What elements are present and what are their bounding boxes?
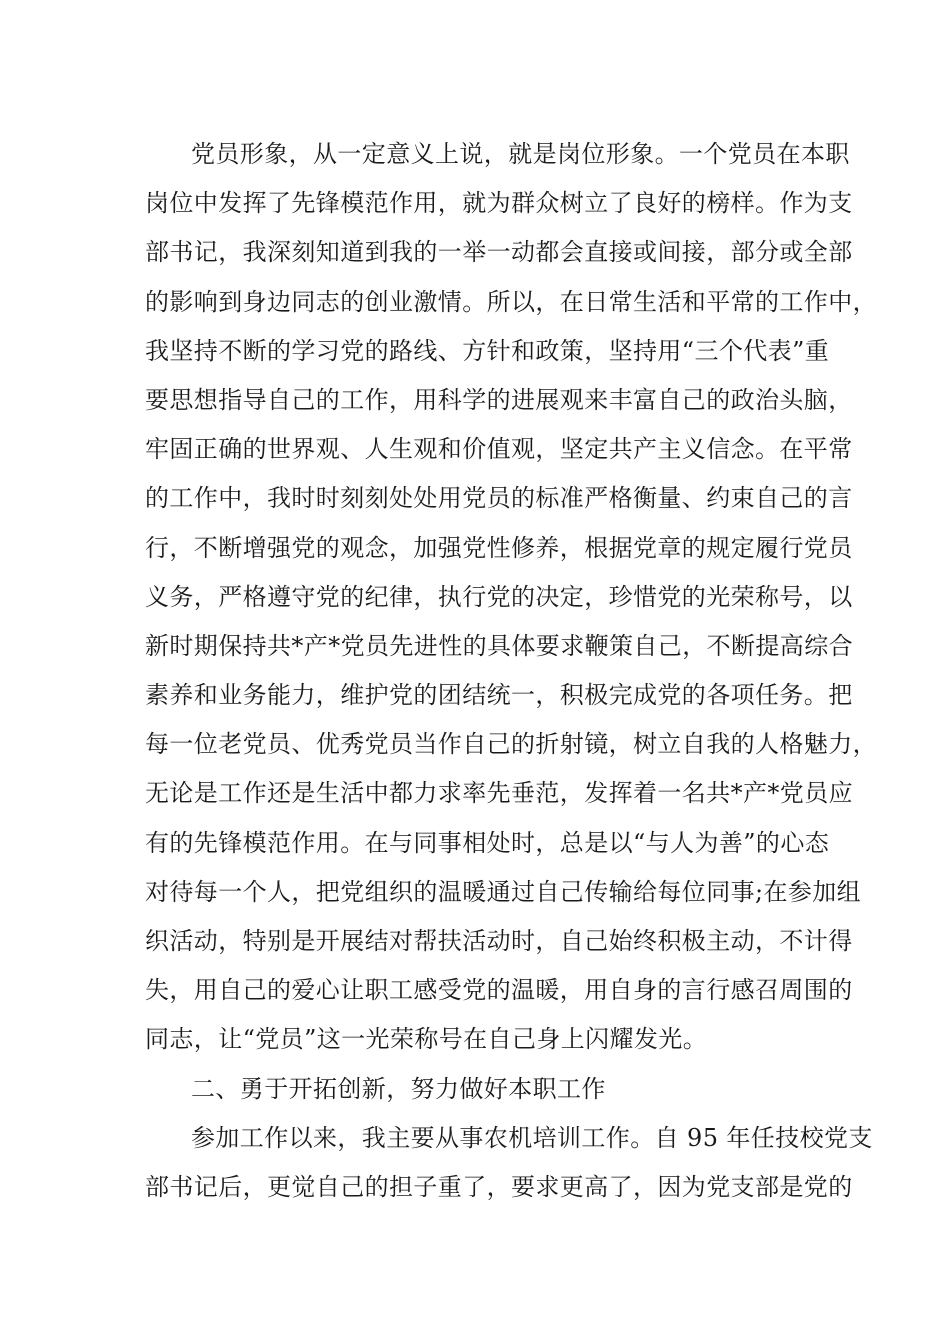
paragraph-line: 义务，严格遵守党的纪律，执行党的决定，珍惜党的光荣称号，以 [145,582,853,611]
section-heading: 二、勇于开拓创新，努力做好本职工作 [191,1074,606,1103]
paragraph-line: 对待每一个人，把党组织的温暖通过自己传输给每位同事;在参加组 [145,877,862,906]
paragraph-line: 行，不断增强党的观念，加强党性修养，根据党章的规定履行党员 [145,533,853,562]
paragraph-line: 部书记后，更觉自己的担子重了，要求更高了，因为党支部是党的 [145,1172,853,1201]
body-text [145,130,877,1212]
paragraph-line: 的影响到身边同志的创业激情。所以，在日常生活和平常的工作中， [145,287,877,316]
paragraph-line: 的工作中，我时时刻刻处处用党员的标准严格衡量、约束自己的言 [145,484,853,513]
paragraph-line: 参加工作以来，我主要从事农机培训工作。自 95 年任技校党支 [191,1123,873,1152]
paragraph-line: 部书记，我深刻知道到我的一举一动都会直接或间接，部分或全部 [145,238,853,267]
paragraph-line: 党员形象，从一定意义上说，就是岗位形象。一个党员在本职 [191,140,850,168]
paragraph-line: 有的先锋模范作用。在与同事相处时，总是以“与人为善”的心态 [145,828,830,857]
paragraph-line: 每一位老党员、优秀党员当作自己的折射镜，树立自我的人格魅力， [145,730,877,759]
paragraph-line: 同志，让“党员”这一光荣称号在自己身上闪耀发光。 [145,1025,708,1054]
paragraph-line: 要思想指导自己的工作，用科学的进展观来丰富自己的政治头脑， [145,385,853,414]
paragraph-line: 新时期保持共*产*党员先进性的具体要求鞭策自己，不断提高综合 [145,631,853,660]
paragraph-line: 失，用自己的爱心让职工感受党的温暖，用自身的言行感召周围的 [145,976,853,1005]
paragraph-line: 我坚持不断的学习党的路线、方针和政策，坚持用“三个代表”重 [145,336,830,365]
paragraph-line: 牢固正确的世界观、人生观和价值观，坚定共产主义信念。在平常 [145,435,853,464]
paragraph-line: 素养和业务能力，维护党的团结统一，积极完成党的各项任务。把 [145,681,853,710]
paragraph-line: 岗位中发挥了先锋模范作用，就为群众树立了良好的榜样。作为支 [145,189,853,218]
paragraph-line: 织活动，特别是开展结对帮扶活动时，自己始终积极主动，不计得 [145,927,853,955]
paragraph-line: 无论是工作还是生活中都力求率先垂范，发挥着一名共*产*党员应 [145,779,853,808]
